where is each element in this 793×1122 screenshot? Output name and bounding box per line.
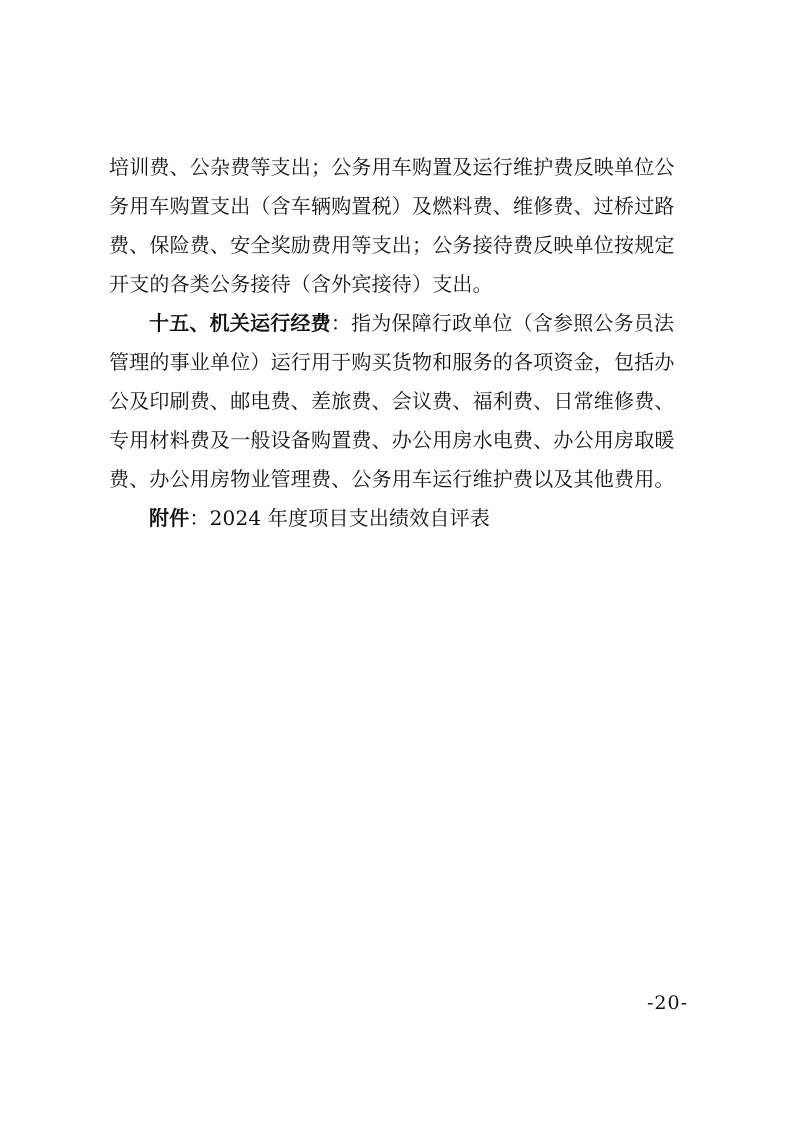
text-line-first [109,304,689,343]
attachment-line [109,499,689,538]
text-line: 务用车购置支出（含车辆购置税）及燃料费、维修费、过桥过路 [109,194,675,218]
text-line: 专用材料费及一般设备购置费、办公用房水电费、办公用房取暖 [109,428,675,452]
text-span: ：指为保障行政单位（含参照公务员法 [330,311,675,335]
text-line: 费、保险费、安全奖励费用等支出；公务接待费反映单位按规定 [109,233,675,257]
text-line: 培训费、公杂费等支出；公务用车购置及运行维护费反映单位公 [109,155,675,179]
text-line [109,499,689,538]
text-line: 管理的事业单位）运行用于购买货物和服务的各项资金，包括办 [109,350,675,374]
text-line: 开支的各类公务接待（含外宾接待）支出。 [109,272,493,296]
text-line: 费、办公用房物业管理费、公务用车运行维护费以及其他费用。 [109,467,675,491]
text-line: 公及印刷费、邮电费、差旅费、会议费、福利费、日常维修费、 [109,389,675,413]
document-body [109,148,689,538]
paragraph-operating-expenses [109,304,689,499]
section-heading: 十五、机关运行经费 [149,311,331,335]
attachment-text: ：2024 年度项目支出绩效自评表 [189,506,491,530]
page-number: -20- [646,992,688,1014]
attachment-label: 附件 [149,506,190,530]
paragraph-expense-explanation [109,148,689,304]
